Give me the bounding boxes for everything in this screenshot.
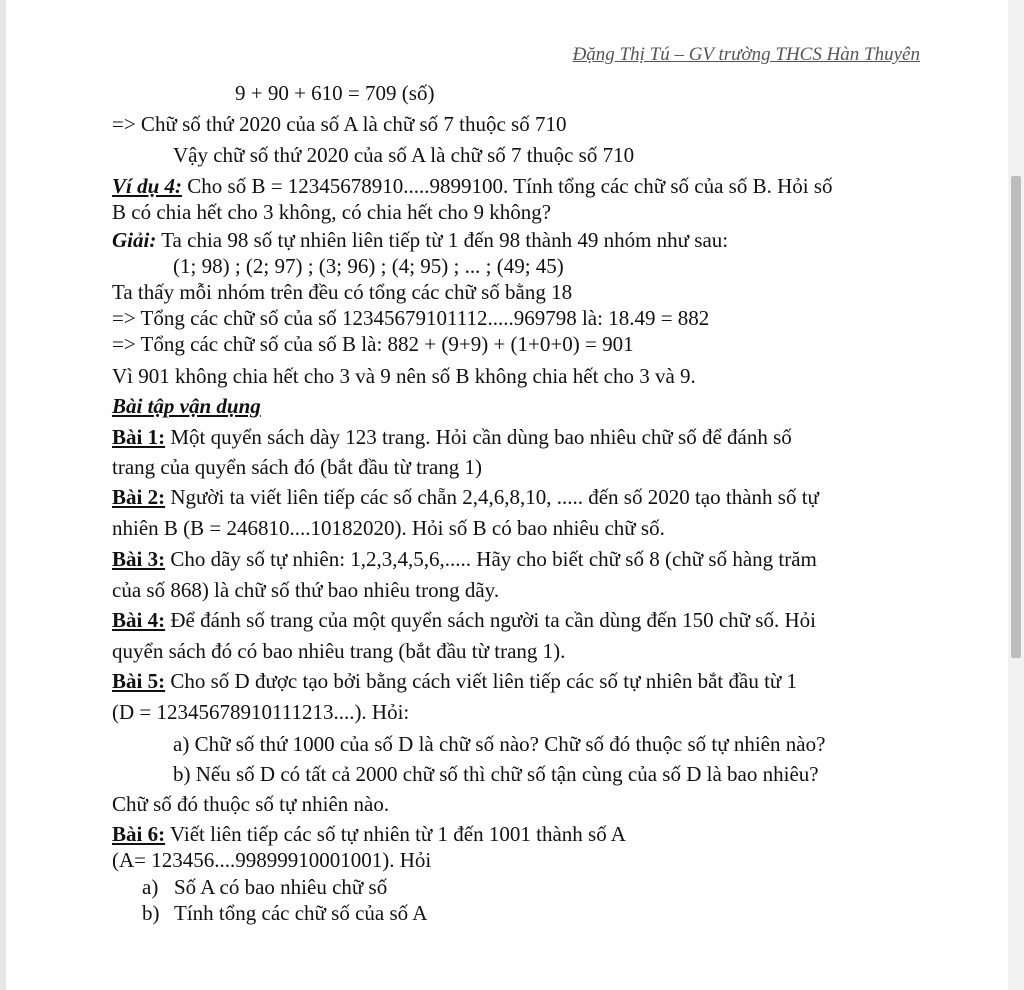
page-header-author: Đặng Thị Tú – GV trường THCS Hàn Thuyên xyxy=(572,44,920,65)
exercise-2-label: Bài 2: xyxy=(112,485,166,509)
exercises-title xyxy=(112,393,261,419)
exercise-5-cont: (D = 12345678910111213....). Hỏi: xyxy=(112,700,410,724)
exercise-5 xyxy=(112,668,797,694)
conclusion-b-line: Vì 901 không chia hết cho 3 và 9 nên số B không chia hết cho 3 và 9. xyxy=(112,364,696,388)
exercise-6-question-a-text: Số A có bao nhiêu chữ số xyxy=(174,875,388,899)
exercise-6-cont: (A= 123456....99899910001001). Hỏi xyxy=(112,848,432,872)
calc-line: 9 + 90 + 610 = 709 (số) xyxy=(235,81,435,105)
exercise-5-label: Bài 5: xyxy=(112,669,166,693)
exercise-6-question-b-text: Tính tổng các chữ số của số A xyxy=(174,901,428,925)
exercise-3-cont: của số 868) là chữ số thứ bao nhiêu trong dãy. xyxy=(112,578,500,602)
sum-882-line: => Tổng các chữ số của số 12345679101112.....969798 là: 18.49 = 882 xyxy=(112,306,710,330)
exercise-3 xyxy=(112,546,817,572)
exercise-6 xyxy=(112,821,626,847)
exercise-6-label: Bài 6: xyxy=(112,822,166,846)
exercise-4-label: Bài 4: xyxy=(112,608,166,632)
exercise-4 xyxy=(112,607,816,633)
exercise-6-text: Viết liên tiếp các số tự nhiên từ 1 đến 1001 thành số A xyxy=(165,822,626,846)
exercise-3-label: Bài 3: xyxy=(112,547,166,571)
example-4-text: Cho số B = 12345678910.....9899100. Tính tổng các chữ số của số B. Hỏi số xyxy=(182,174,833,198)
exercise-5-question-a: a) Chữ số thứ 1000 của số D là chữ số nào? Chữ số đó thuộc số tự nhiên nào? xyxy=(173,732,826,756)
sum-901-line: => Tổng các chữ số của số B là: 882 + (9+9) + (1+0+0) = 901 xyxy=(112,332,634,356)
list-marker-a: a) xyxy=(142,875,159,899)
exercise-5-question-b-cont: Chữ số đó thuộc số tự nhiên nào. xyxy=(112,792,390,816)
exercise-5-text: Cho số D được tạo bởi bằng cách viết liên tiếp các số tự nhiên bắt đầu từ 1 xyxy=(165,669,798,693)
vertical-scrollbar[interactable] xyxy=(1008,0,1024,990)
solution-label: Giải: xyxy=(112,228,157,252)
result-line: => Chữ số thứ 2020 của số A là chữ số 7 thuộc số 710 xyxy=(112,112,567,136)
sum-18-line: Ta thấy mỗi nhóm trên đều có tổng các chữ số bằng 18 xyxy=(112,280,573,304)
solution-line xyxy=(112,227,728,253)
exercise-2-text: Người ta viết liên tiếp các số chẵn 2,4,6,8,10, ..... đến số 2020 tạo thành số tự xyxy=(165,485,819,509)
exercise-4-text: Để đánh số trang của một quyển sách người ta cần dùng đến 150 chữ số. Hỏi xyxy=(165,608,816,632)
example-4-cont: B có chia hết cho 3 không, có chia hết cho 9 không? xyxy=(112,200,552,224)
exercise-6-question-a xyxy=(142,874,387,900)
groups-line: (1; 98) ; (2; 97) ; (3; 96) ; (4; 95) ; ... ; (49; 45) xyxy=(173,254,564,278)
scrollbar-thumb[interactable] xyxy=(1011,176,1021,658)
exercise-1-cont: trang của quyển sách đó (bắt đầu từ trang 1) xyxy=(112,455,483,479)
exercise-6-question-b xyxy=(142,900,427,926)
solution-text: Ta chia 98 số tự nhiên liên tiếp từ 1 đến 98 thành 49 nhóm như sau: xyxy=(156,228,729,252)
example-4-label: Ví dụ 4: xyxy=(112,174,183,198)
exercise-2-cont: nhiên B (B = 246810....10182020). Hỏi số B có bao nhiêu chữ số. xyxy=(112,516,665,540)
exercise-4-cont: quyển sách đó có bao nhiêu trang (bắt đầu từ trang 1). xyxy=(112,639,566,663)
exercise-1 xyxy=(112,424,792,450)
exercise-1-text: Một quyển sách dày 123 trang. Hỏi cần dùng bao nhiêu chữ số để đánh số xyxy=(165,425,792,449)
exercise-2 xyxy=(112,484,819,510)
exercise-5-question-b: b) Nếu số D có tất cả 2000 chữ số thì chữ số tận cùng của số D là bao nhiêu? xyxy=(173,762,819,786)
exercise-1-label: Bài 1: xyxy=(112,425,166,449)
example-4-line xyxy=(112,173,833,199)
exercise-3-text: Cho dãy số tự nhiên: 1,2,3,4,5,6,..... Hãy cho biết chữ số 8 (chữ số hàng trăm xyxy=(165,547,817,571)
conclusion-line: Vậy chữ số thứ 2020 của số A là chữ số 7 thuộc số 710 xyxy=(173,143,635,167)
exercises-title-text: Bài tập vận dụng xyxy=(112,394,261,418)
list-marker-b: b) xyxy=(142,901,160,925)
